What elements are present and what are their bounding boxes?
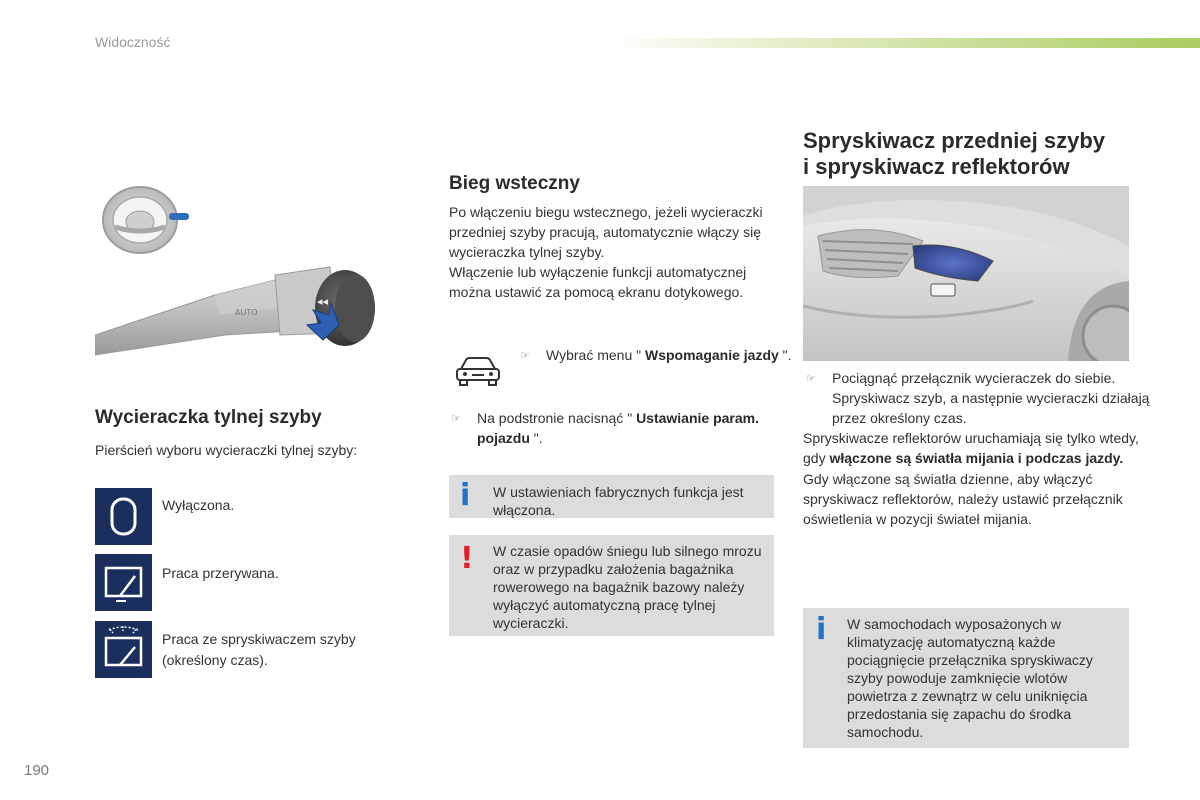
mode-washer-label: Praca ze spryskiwaczem szyby (określony czas).	[162, 631, 356, 668]
info-icon: i	[460, 478, 471, 513]
info-text: W ustawieniach fabrycznych funkcja jest włączona.	[493, 484, 744, 518]
rear-wiper-ring-text: Pierścień wyboru wycieraczki tylnej szyby:	[95, 442, 358, 458]
rear-wiper-heading: Wycieraczka tylnej szyby	[95, 407, 322, 428]
car-front-photo	[803, 186, 1129, 361]
submenu-instruction: ☞ Na podstronie nacisnąć " Ustawianie param. pojazdu ".	[451, 410, 759, 446]
menu-instruction: ☞ Wybrać menu " Wspomaganie jazdy ".	[520, 345, 796, 365]
wiper-stalk-illustration	[95, 175, 425, 365]
bullet-marker-icon: ☞	[806, 373, 816, 385]
section-title: Widoczność	[95, 34, 171, 50]
rear-wiper-washer-icon	[95, 621, 152, 678]
mode-intermittent-label: Praca przerywana.	[162, 565, 279, 581]
reverse-gear-text: Po włączeniu biegu wstecznego, jeżeli wycieraczki przedniej szyby pracują, automatycznie włączy się wycieraczka tylnej szyby. Włączenie lub wyłączenie funkcji automatycznej można ustawić za pomocą ekranu dotykowego.	[449, 204, 763, 300]
svg-text:◂◂: ◂◂	[317, 295, 329, 308]
pull-stalk-instruction: ☞ Pociągnąć przełącznik wycieraczek do siebie. Spryskiwacz szyb, a następnie wycieraczki działają przez określony czas.	[806, 370, 1150, 426]
svg-text:AUTO: AUTO	[235, 308, 258, 317]
climate-info-text: W samochodach wyposażonych w klimatyzację automatyczną każde pociągnięcie przełącznika spryskiwaczy szyby powoduje zamknięcie wlotów powietrza z zewnątrz w celu uniknięcia przedostania się zapachu do środka samochodu.	[847, 616, 1093, 740]
bullet-marker-icon: ☞	[520, 350, 530, 362]
snow-warning-box	[449, 535, 774, 636]
rear-wiper-intermittent-icon	[95, 554, 152, 611]
climate-info-box	[803, 608, 1129, 748]
car-icon	[455, 355, 501, 387]
washer-heading: Spryskiwacz przedniej szyby i spryskiwacz reflektorów	[803, 128, 1106, 179]
header-bar	[605, 38, 1200, 48]
rear-wiper-off-icon	[95, 488, 152, 545]
info-icon: i	[816, 612, 827, 647]
page-number: 190	[24, 762, 50, 779]
warning-text: W czasie opadów śniegu lub silnego mrozu oraz w przypadku założenia bagażnika rowerowego na bagażnik bazowy należy wyłączyć automatyczną pracę tylnej wycieraczki.	[493, 543, 762, 631]
bullet-marker-icon: ☞	[451, 413, 461, 425]
mode-off-label: Wyłączona.	[162, 497, 235, 513]
wiper-stalk-icon	[95, 267, 375, 355]
steering-wheel-icon	[103, 187, 189, 253]
factory-setting-info-box	[449, 475, 774, 518]
headlamp-washer-text: Spryskiwacze reflektorów uruchamiają się tylko wtedy, gdy włączone są światła mijania i podczas jazdy. Gdy włączone są światła dzienne, aby włączyć spryskiwacz reflektorów, należy ustawić przełącznik oświetlenia w pozycji świateł mijania.	[803, 430, 1139, 528]
warning-icon: !	[460, 541, 474, 576]
reverse-gear-heading: Bieg wsteczny	[449, 173, 580, 194]
